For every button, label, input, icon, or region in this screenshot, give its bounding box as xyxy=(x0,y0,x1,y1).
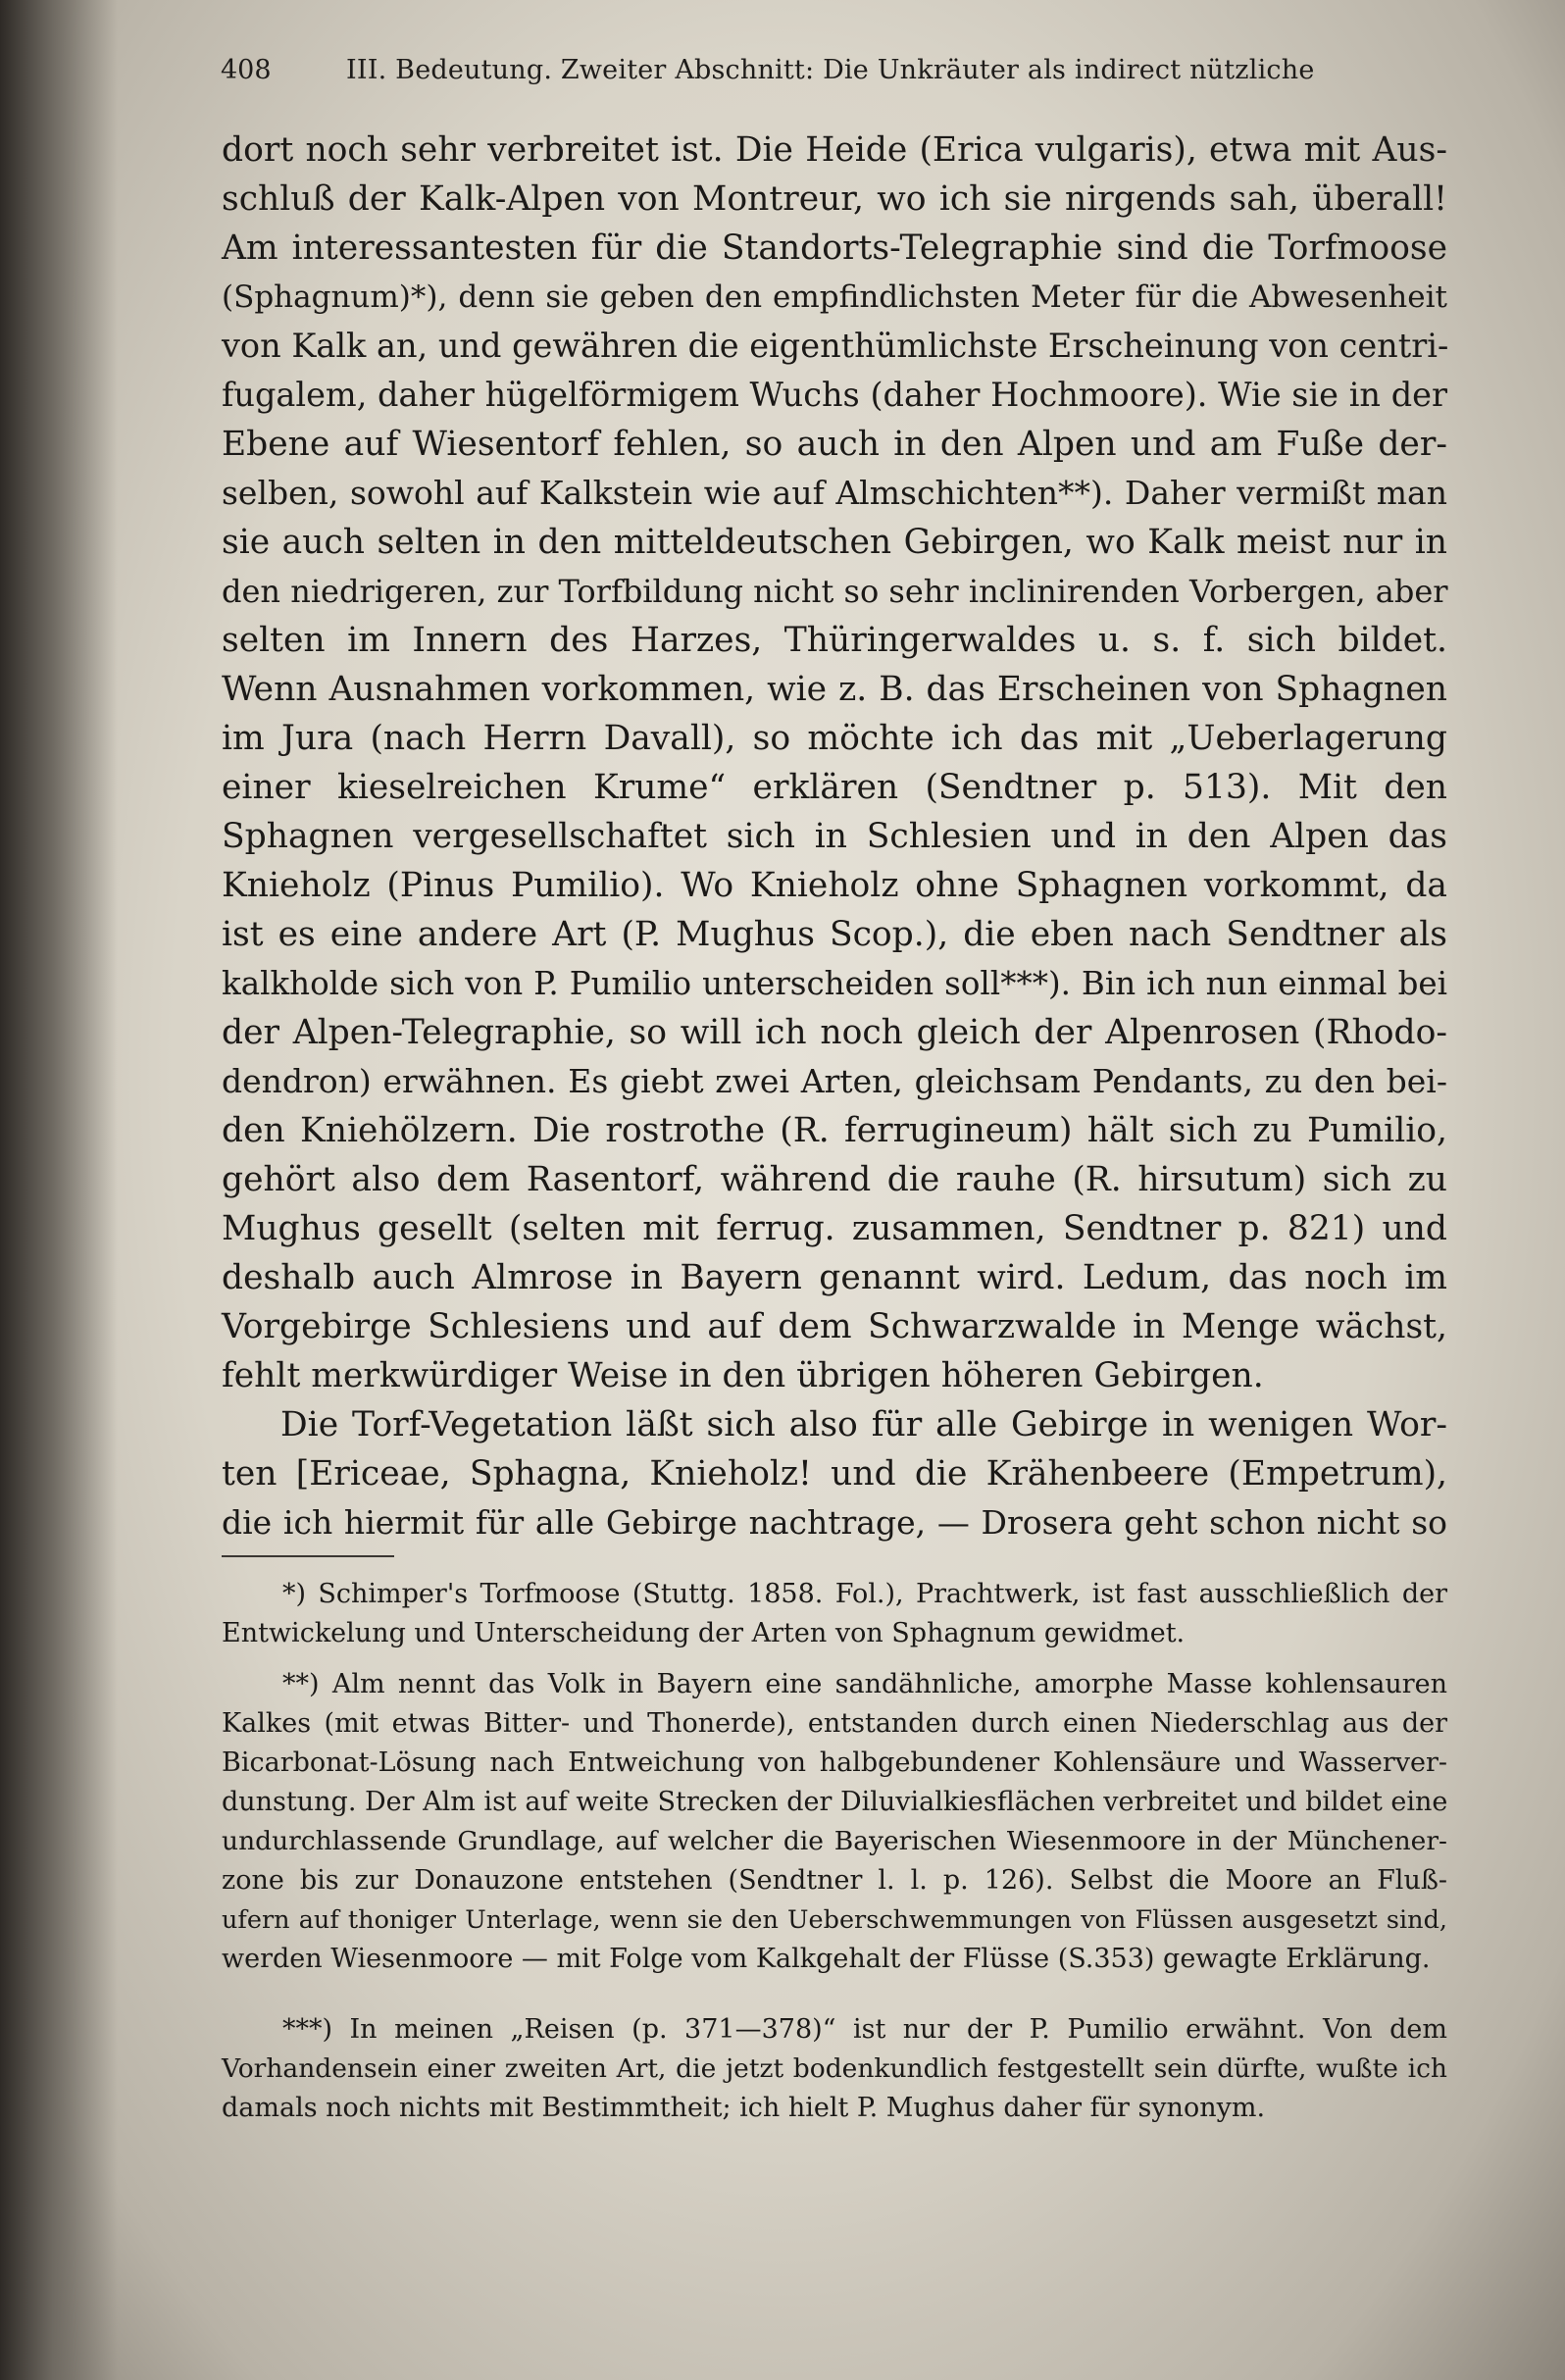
footnote-separator xyxy=(222,1555,394,1557)
text-line: dendron) erwähnen. Es giebt zwei Arten, gleichsam Pendants, zu den bei- xyxy=(222,1062,1447,1100)
text-line: fugalem, daher hügelförmigem Wuchs (daher Hochmoore). Wie sie in der xyxy=(222,376,1447,414)
text-line: kalkholde sich von P. Pumilio unterscheiden soll***). Bin ich nun einmal bei xyxy=(222,965,1447,1002)
running-header xyxy=(221,51,1329,94)
footnote-line: Kalkes (mit etwas Bitter- und Thonerde), entstanden durch einen Niederschlag aus der xyxy=(222,1708,1447,1739)
text-line: den Kniehölzern. Die rostrothe (R. ferrugineum) hält sich zu Pumilio, xyxy=(222,1111,1447,1150)
running-title: III. Bedeutung. Zweiter Abschnitt: Die Unkräuter als indirect nützliche xyxy=(346,55,1315,85)
footnote-line: undurchlassende Grundlage, auf welcher die Bayerischen Wiesenmoore in der Münchener- xyxy=(222,1826,1447,1856)
text-line: Knieholz (Pinus Pumilio). Wo Knieholz ohne Sphagnen vorkommt, da xyxy=(222,866,1447,905)
text-line: Mughus gesellt (selten mit ferrug. zusammen, Sendtner p. 821) und xyxy=(222,1209,1447,1248)
text-line: dort noch sehr verbreitet ist. Die Heide (Erica vulgaris), etwa mit Aus- xyxy=(222,130,1447,170)
text-line: gehört also dem Rasentorf, während die rauhe (R. hirsutum) sich zu xyxy=(222,1160,1447,1199)
text-line: Die Torf-Vegetation läßt sich also für alle Gebirge in wenigen Wor- xyxy=(280,1405,1447,1444)
text-line: Ebene auf Wiesentorf fehlen, so auch in den Alpen und am Fuße der- xyxy=(222,425,1447,464)
text-line: Am interessantesten für die Standorts-Telegraphie sind die Torfmoose xyxy=(222,228,1447,268)
footnote-line: Entwickelung und Unterscheidung der Arten von Sphagnum gewidmet. xyxy=(222,1618,1186,1648)
text-line: den niedrigeren, zur Torfbildung nicht so sehr inclinirenden Vorbergen, aber xyxy=(222,573,1448,610)
text-line: selben, sowohl auf Kalkstein wie auf Almschichten**). Daher vermißt man xyxy=(222,474,1447,512)
text-line: der Alpen-Telegraphie, so will ich noch gleich der Alpenrosen (Rhodo- xyxy=(222,1013,1447,1052)
page-number: 408 xyxy=(221,55,272,85)
text-line: sie auch selten in den mitteldeutschen Gebirgen, wo Kalk meist nur in xyxy=(222,523,1447,562)
text-line: deshalb auch Almrose in Bayern genannt wird. Ledum, das noch im xyxy=(222,1258,1447,1297)
text-line: einer kieselreichen Krume“ erklären (Sendtner p. 513). Mit den xyxy=(222,768,1447,807)
footnote-line: *) Schimper's Torfmoose (Stuttg. 1858. Fol.), Prachtwerk, ist fast ausschließlich der xyxy=(282,1579,1447,1609)
text-line: Sphagnen vergesellschaftet sich in Schlesien und in den Alpen das xyxy=(222,817,1447,856)
text-line: im Jura (nach Herrn Davall), so möchte ich das mit „Ueberlagerung xyxy=(222,719,1447,758)
text-line: Vorgebirge Schlesiens und auf dem Schwarzwalde in Menge wächst, xyxy=(222,1307,1447,1346)
text-line: ist es eine andere Art (P. Mughus Scop.), die eben nach Sendtner als xyxy=(222,915,1447,954)
text-line: (Sphagnum)*), denn sie geben den empfindlichsten Meter für die Abwesenheit xyxy=(222,279,1447,315)
text-line: von Kalk an, und gewähren die eigenthümlichste Erscheinung von centri- xyxy=(222,327,1449,365)
footnote-line: Vorhandensein einer zweiten Art, die jetzt bodenkundlich festgestellt sein dürfte, wußte ich xyxy=(222,2053,1447,2084)
text-line: ten [Ericeae, Sphagna, Knieholz! und die Krähenbeere (Empetrum), xyxy=(222,1454,1447,1494)
text-line: Wenn Ausnahmen vorkommen, wie z. B. das Erscheinen von Sphagnen xyxy=(222,670,1447,709)
footnote-line: werden Wiesenmoore — mit Folge vom Kalkgehalt der Flüsse (S.353) gewagte Erklärung. xyxy=(222,1944,1431,1974)
text-line: die ich hiermit für alle Gebirge nachtrage, — Drosera geht schon nicht so xyxy=(222,1503,1447,1542)
footnote-line: damals noch nichts mit Bestimmtheit; ich hielt P. Mughus daher für synonym. xyxy=(222,2093,1266,2123)
footnote-line: zone bis zur Donauzone entstehen (Sendtner l. l. p. 126). Selbst die Moore an Fluß- xyxy=(222,1865,1447,1896)
text-line: selten im Innern des Harzes, Thüringerwaldes u. s. f. sich bildet. xyxy=(222,621,1447,660)
footnote-line: ufern auf thoniger Unterlage, wenn sie den Ueberschwemmungen von Flüssen ausgesetzt sind, xyxy=(222,1905,1447,1935)
footnote-line: dunstung. Der Alm ist auf weite Strecken der Diluvialkiesflächen verbreitet und bildet eine xyxy=(222,1787,1448,1817)
footnote-line: ***) In meinen „Reisen (p. 371—378)“ ist nur der P. Pumilio erwähnt. Von dem xyxy=(282,2014,1447,2045)
footnote-line: **) Alm nennt das Volk in Bayern eine sandähnliche, amorphe Masse kohlensauren xyxy=(282,1669,1447,1699)
text-line: schluß der Kalk-Alpen von Montreur, wo ich sie nirgends sah, überall! xyxy=(222,179,1447,219)
footnote-line: Bicarbonat-Lösung nach Entweichung von halbgebundener Kohlensäure und Wasserver- xyxy=(222,1747,1447,1778)
page-gutter-shadow xyxy=(0,0,118,2380)
text-line: fehlt merkwürdiger Weise in den übrigen höheren Gebirgen. xyxy=(222,1356,1264,1395)
